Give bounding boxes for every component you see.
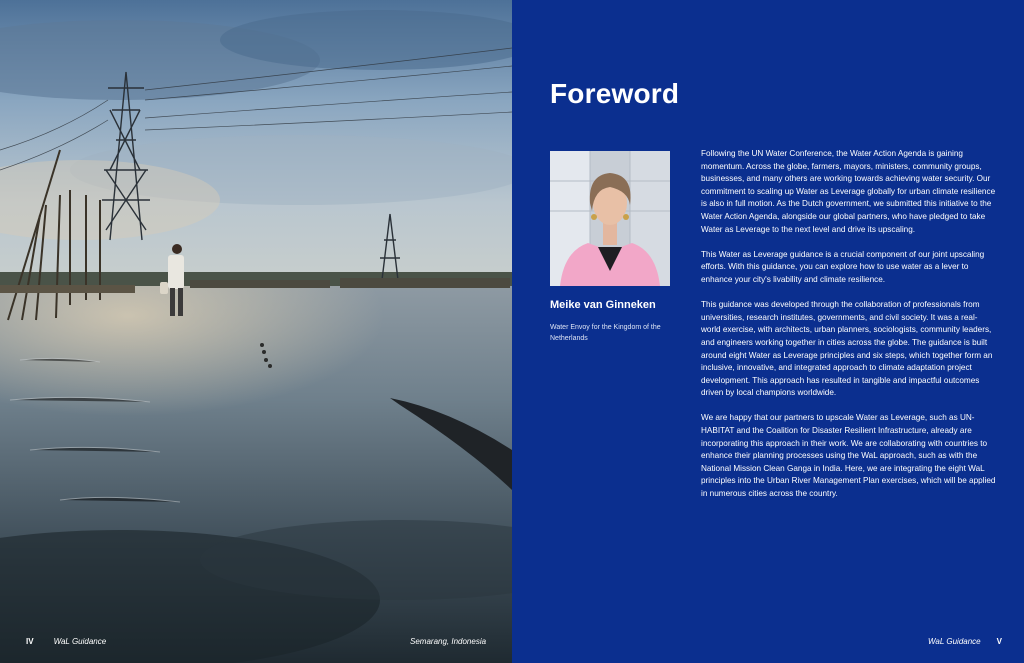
author-name: Meike van Ginneken [550, 299, 656, 311]
foreword-paragraph: We are happy that our partners to upscale Water as Leverage, such as UN-HABITAT and the Coalition for Disaster Resilient Infrastructure, already are incorporating this approach in their work. We are collaborating with countries to enhance their planning processes using the WaL approach, such as with the National Mission Clean Ganga in India. Here, we are integrating the eight WaL principles into the Urban River Management Plan exercises, which will be applied in numerous cities across the country. [701, 413, 996, 499]
page-title: Foreword [550, 78, 680, 109]
right-page [512, 0, 1024, 663]
right-folio [928, 637, 1002, 646]
author-portrait [550, 151, 670, 286]
photo-caption: Semarang, Indonesia [410, 637, 487, 646]
foreword-body [701, 148, 997, 513]
left-page-number: IV [26, 637, 34, 646]
left-folio [26, 637, 106, 646]
foreword-paragraph: This guidance was developed through the collaboration of professionals from universities, research institutes, governments, and civil society. It was a real-world exercise, with architects, urban planners, sociologists, community leaders, and engineers working together in cities across the globe. The guidance is built around eight Water as Leverage principles and six steps, which together form an inclusive, innovative, and integrated approach to climate adaptation project development. This approach has resulted in tangible and impactful outcomes driven by local champions worldwide. [701, 300, 993, 398]
left-section-label: WaL Guidance [53, 637, 107, 646]
right-section-label: WaL Guidance [928, 637, 981, 646]
foreword-paragraph: This Water as Leverage guidance is a crucial component of our joint upscaling efforts. With this guidance, you can explore how to use water as a lever to enhance your city's livability and climate resilience. [701, 249, 985, 284]
author-role: Water Envoy for the Kingdom of the Netherlands [550, 324, 661, 342]
foreword-paragraph: Following the UN Water Conference, the Water Action Agenda is gaining momentum. Across the globe, farmers, mayors, ministers, community groups, businesses, and many others are working towards achieving water security. Our commitment to scaling up Water as Leverage globally for urban climate resilience is also in full motion. As the Dutch government, we submitted this initiative to the Water Action Agenda, alongside our global partners, who have pledged to take Water as Leverage to the next level and drive its upscaling. [701, 149, 996, 234]
right-page-number: V [996, 637, 1002, 646]
